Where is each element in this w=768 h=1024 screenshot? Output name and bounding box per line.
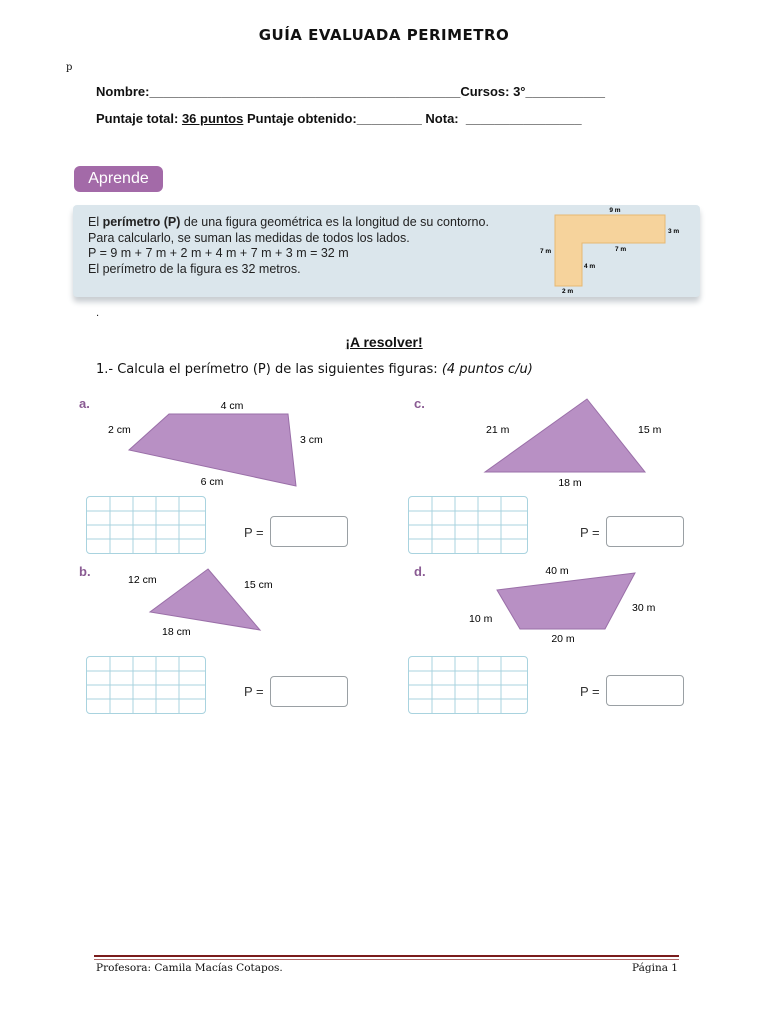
answer-box-d[interactable]: [606, 675, 684, 706]
instruction-points: (4 puntos c/u): [441, 362, 533, 377]
figure-d-label: d.: [414, 564, 426, 579]
side-b-right: 15 cm: [244, 579, 273, 591]
answer-box-a[interactable]: [270, 516, 348, 547]
side-d-bottom: 20 m: [551, 633, 575, 645]
stray-mark: p: [66, 62, 73, 73]
document-title: GUÍA EVALUADA PERIMETRO: [258, 26, 510, 44]
side-a-left: 2 cm: [108, 424, 131, 436]
p-label-a: P =: [244, 525, 264, 540]
instruction-text: 1.- Calcula el perímetro (P) de las siguientes figuras:: [96, 362, 442, 377]
side-c-right: 15 m: [638, 424, 662, 436]
aprende-text: [88, 215, 489, 277]
aprende-line: Para calcularlo, se suman las medidas de todos los lados.: [88, 230, 410, 245]
side-d-top: 40 m: [545, 565, 569, 577]
puntaje-label: Puntaje total:: [96, 111, 182, 126]
side-c-left: 21 m: [486, 424, 510, 436]
figure-b: [110, 566, 310, 646]
puntaje-value: 36 puntos: [181, 111, 244, 126]
l-label-inner-side: 4 m: [584, 263, 596, 270]
figure-a-label: a.: [79, 396, 90, 411]
figure-c-label: c.: [414, 396, 425, 411]
nombre-cursos-line: Nombre:___________________________________________Cursos: 3°___________: [96, 84, 606, 99]
l-shape-figure: [535, 205, 685, 297]
work-grid-b[interactable]: [86, 656, 206, 714]
instruction: [96, 362, 533, 377]
side-b-left: 12 cm: [128, 574, 157, 586]
side-a-right: 3 cm: [300, 434, 323, 446]
resolver-heading: ¡A resolver!: [345, 334, 423, 350]
side-d-left: 10 m: [469, 613, 493, 625]
l-label-bottom: 2 m: [562, 288, 574, 295]
stray-dot: .: [96, 308, 100, 319]
answer-box-b[interactable]: [270, 676, 348, 707]
p-label-b: P =: [244, 684, 264, 699]
l-label-left: 7 m: [540, 248, 552, 255]
footer-rule-thin: [94, 959, 679, 960]
l-label-right: 3 m: [668, 228, 680, 235]
figure-b-label: b.: [79, 564, 91, 579]
side-a-top: 4 cm: [220, 400, 244, 412]
work-grid-a[interactable]: [86, 496, 206, 554]
side-d-right: 30 m: [632, 602, 656, 614]
figure-c: [470, 396, 700, 491]
aprende-line: El perímetro (P) de una figura geométrica es la longitud de su contorno.: [88, 215, 489, 229]
l-label-top: 9 m: [609, 207, 621, 214]
footer-page: Página 1: [632, 962, 678, 974]
footer-rule: [94, 955, 679, 957]
puntaje-rest: Puntaje obtenido:_________ Nota: ________________: [243, 111, 582, 126]
work-grid-c[interactable]: [408, 496, 528, 554]
p-label-d: P =: [580, 684, 600, 699]
puntaje-line: [96, 111, 582, 126]
side-c-bottom: 18 m: [558, 477, 582, 489]
answer-box-c[interactable]: [606, 516, 684, 547]
work-grid-d[interactable]: [408, 656, 528, 714]
aprende-line: P = 9 m + 7 m + 2 m + 4 m + 7 m + 3 m = 32 m: [88, 246, 349, 260]
l-label-inner-top: 7 m: [615, 246, 627, 253]
quadrilateral-d: [497, 573, 635, 629]
footer-teacher: Profesora: Camila Macías Cotapos.: [96, 962, 283, 974]
aprende-badge: Aprende: [74, 166, 163, 192]
p-label-c: P =: [580, 525, 600, 540]
side-b-bottom: 18 cm: [162, 626, 191, 638]
aprende-line: El perímetro de la figura es 32 metros.: [88, 261, 301, 276]
figure-a: [100, 398, 330, 493]
side-a-bottom: 6 cm: [200, 476, 224, 488]
l-shape: [555, 215, 665, 286]
figure-d: [465, 562, 685, 646]
